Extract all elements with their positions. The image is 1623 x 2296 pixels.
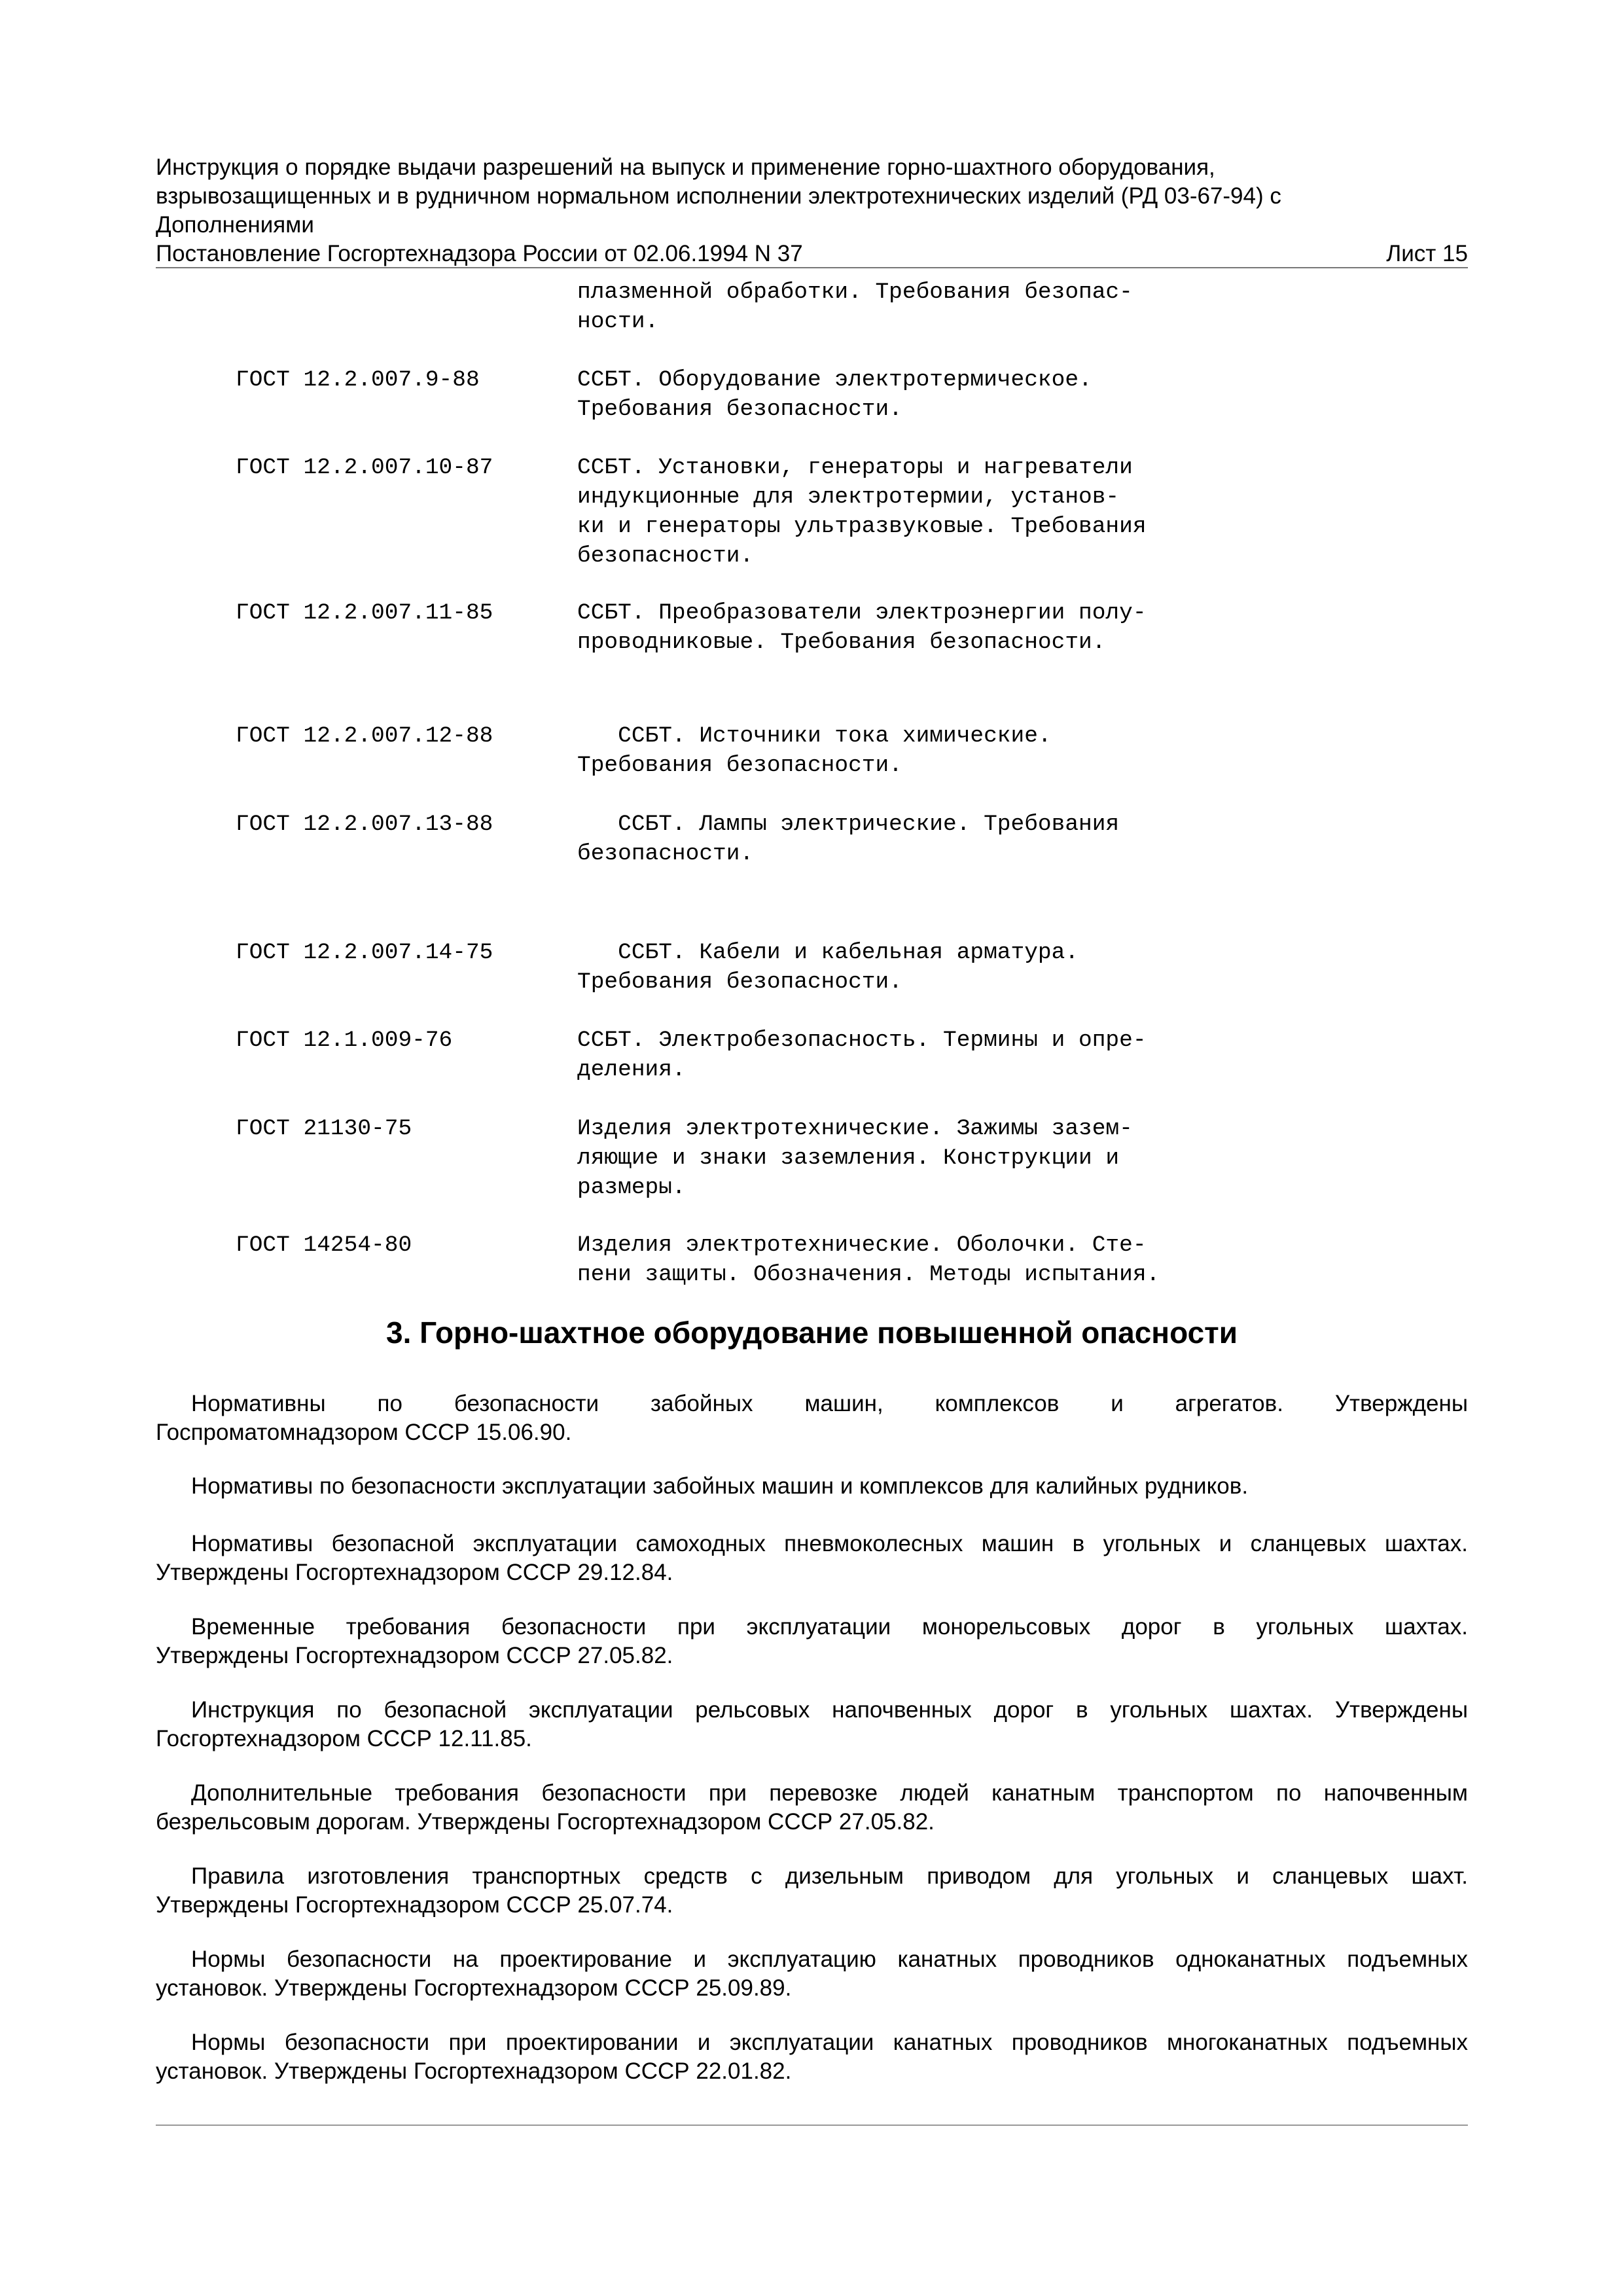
gost-description: Изделия электротехнические. Зажимы зазем- ляющие и знаки заземления. Конструкции и размеры. xyxy=(577,1116,1133,1200)
gost-description: ССБТ. Лампы электрические. Требования безопасности. xyxy=(577,812,1120,867)
gost-code: ГОСТ 12.2.007.10-87 xyxy=(236,455,493,480)
section-heading: 3. Горно-шахтное оборудование повышенной опасности xyxy=(386,1316,1238,1350)
gost-description: ССБТ. Электробезопасность. Термины и опре- деления. xyxy=(577,1028,1147,1083)
paragraph: Временные требования безопасности при эксплуатации монорельсовых дорог в угольных шахтах. Утверждены Госгортехнадзором СССР 27.05.82. xyxy=(156,1614,1468,1668)
gost-description: ССБТ. Источники тока химические. Требования безопасности. xyxy=(577,723,1052,778)
gost-code: ГОСТ 12.2.007.12-88 xyxy=(236,723,493,749)
gost-code: ГОСТ 12.2.007.11-85 xyxy=(236,600,493,626)
header-sheet-number: Лист 15 xyxy=(1386,241,1468,266)
gost-description: Изделия электротехнические. Оболочки. Сте- пени защиты. Обозначения. Методы испытания. xyxy=(577,1232,1160,1287)
paragraph: Дополнительные требования безопасности при перевозке людей канатным транспортом по напочвенным безрельсовым дорогам. Утверждены Госгортехнадзором СССР 27.05.82. xyxy=(156,1780,1468,1835)
paragraph: Нормативны по безопасности забойных машин, комплексов и агрегатов. Утверждены Госпроматомнадзором СССР 15.06.90. xyxy=(156,1391,1468,1445)
gost-description: плазменной обработки. Требования безопас- ности. xyxy=(577,279,1133,334)
gost-code: ГОСТ 12.2.007.9-88 xyxy=(236,367,480,393)
gost-description: ССБТ. Преобразователи электроэнергии полу- проводниковые. Требования безопасности. xyxy=(577,600,1147,655)
paragraph: Нормы безопасности при проектировании и эксплуатации канатных проводников многоканатных подъемных установок. Утверждены Госгортехнадзором СССР 22.01.82. xyxy=(156,2030,1468,2084)
page-header xyxy=(156,153,1468,268)
paragraph: Нормы безопасности на проектирование и эксплуатацию канатных проводников одноканатных подъемных установок. Утверждены Госгортехнадзором СССР 25.09.89. xyxy=(156,1946,1468,2001)
gost-description: ССБТ. Кабели и кабельная арматура. Требования безопасности. xyxy=(577,940,1079,995)
gost-code: ГОСТ 14254-80 xyxy=(236,1232,412,1258)
paragraph: Инструкция по безопасной эксплуатации рельсовых напочвенных дорог в угольных шахтах. Утверждены Госгортехнадзором СССР 12.11.85. xyxy=(156,1697,1468,1751)
header-source-line xyxy=(156,240,1468,268)
gost-code: ГОСТ 12.1.009-76 xyxy=(236,1028,453,1053)
gost-description: ССБТ. Оборудование электротермическое. Требования безопасности. xyxy=(577,367,1092,422)
gost-code: ГОСТ 21130-75 xyxy=(236,1116,412,1141)
paragraph: Нормативы по безопасности эксплуатации забойных машин и комплексов для калийных рудников. xyxy=(191,1473,1249,1499)
header-divider xyxy=(156,267,1468,268)
gost-description: ССБТ. Установки, генераторы и нагреватели индукционные для электротермии, установ- ки и генераторы ультразвуковые. Требования безопасности. xyxy=(577,455,1147,569)
gost-code: ГОСТ 12.2.007.13-88 xyxy=(236,812,493,837)
footer-divider xyxy=(156,2125,1468,2126)
paragraph: Правила изготовления транспортных средств с дизельным приводом для угольных и сланцевых шахт. Утверждены Госгортехнадзором СССР 25.07.74. xyxy=(156,1863,1468,1918)
header-title-line-2: взрывозащищенных и в рудничном нормальном исполнении электротехнических изделий (РД 03-67-94) с xyxy=(156,183,1281,209)
header-title-line-3: Дополнениями xyxy=(156,212,314,238)
header-source: Постановление Госгортехнадзора России от 02.06.1994 N 37 xyxy=(156,241,803,266)
header-title-line-1: Инструкция о порядке выдачи разрешений на выпуск и применение горно-шахтного оборудования, xyxy=(156,154,1215,180)
paragraph: Нормативы безопасной эксплуатации самоходных пневмоколесных машин в угольных и сланцевых шахтах. Утверждены Госгортехнадзором СССР 29.12.84. xyxy=(156,1531,1468,1585)
gost-code: ГОСТ 12.2.007.14-75 xyxy=(236,940,493,965)
